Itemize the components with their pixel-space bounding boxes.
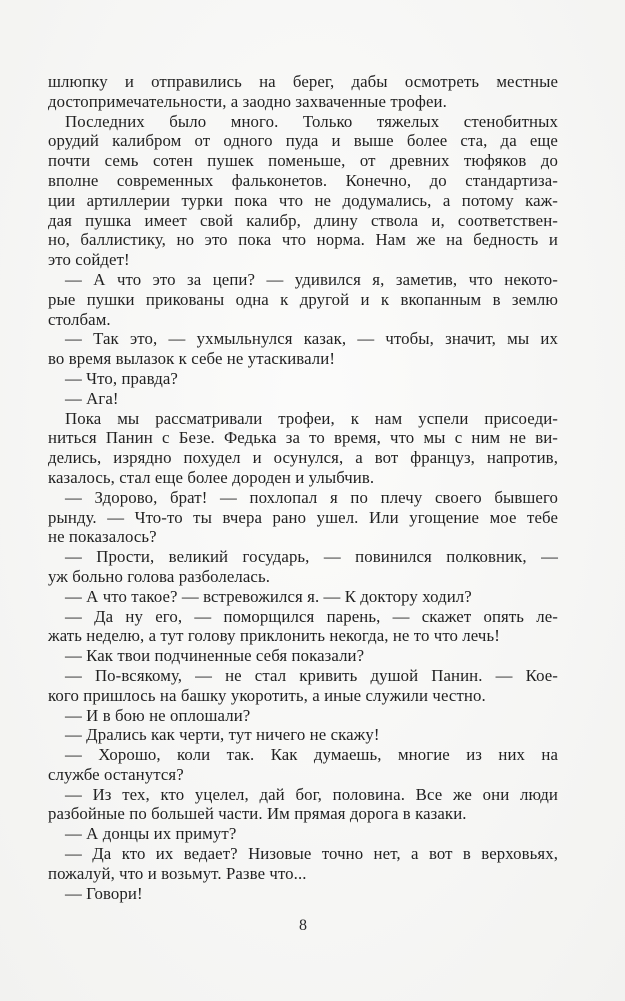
text-line: — Прости, великий государь, — повинился полковник, — bbox=[65, 547, 558, 567]
paragraph bbox=[48, 706, 558, 726]
text-line: — По-всякому, — не стал кривить душой Панин. — Кое- bbox=[65, 665, 558, 685]
text-line: — А что такое? — встревожился я. — К доктору ходил? bbox=[65, 586, 472, 606]
paragraph bbox=[48, 844, 558, 884]
text-line: — Из тех, кто уцелел, дай бог, половина. Все же они люди bbox=[65, 784, 558, 804]
text-line: пожалуй, что и возьмут. Разве что... bbox=[48, 863, 307, 883]
paragraph bbox=[48, 587, 558, 607]
text-line: разбойные по большей части. Им прямая дорога в казаки. bbox=[48, 804, 467, 824]
text-line: — Говори! bbox=[65, 883, 143, 903]
text-line: — А что это за цепи? — удивился я, заметив, что некото- bbox=[65, 269, 558, 289]
text-line: — Так это, — ухмыльнулся казак, — чтобы, значит, мы их bbox=[65, 329, 558, 349]
text-line: службе останутся? bbox=[48, 764, 184, 784]
text-line: уж больно голова разболелась. bbox=[48, 566, 271, 586]
paragraph bbox=[48, 745, 558, 785]
paragraph bbox=[48, 488, 558, 547]
text-line: казалось, стал еще более дороден и улыбчив. bbox=[48, 467, 375, 487]
text-line: но, баллистику, но это пока что норма. Нам же на бедность и bbox=[48, 230, 558, 250]
paragraph bbox=[48, 369, 558, 389]
text-line: — Да кто их ведает? Низовые точно нет, а вот в верховьях, bbox=[65, 844, 558, 864]
paragraph bbox=[48, 112, 558, 270]
text-line: делись, изрядно похудел и осунулся, а вот француз, напротив, bbox=[48, 448, 558, 468]
paragraph bbox=[48, 547, 558, 587]
paragraph bbox=[48, 725, 558, 745]
page-text bbox=[48, 72, 558, 903]
paragraph bbox=[48, 409, 558, 488]
text-line: столбам. bbox=[48, 309, 111, 329]
text-line: — Как твои подчиненные себя показали? bbox=[65, 646, 365, 666]
paragraph bbox=[48, 785, 558, 825]
text-line: жать неделю, а тут голову приклонить некогда, не то что лечь! bbox=[48, 626, 500, 646]
text-line: Последних было много. Только тяжелых стенобитных bbox=[65, 111, 558, 131]
text-line: — И в бою не оплошали? bbox=[65, 705, 251, 725]
text-line: не показалось? bbox=[48, 527, 157, 547]
text-line: ниться Панин с Безе. Федька за то время, что мы с ним не ви- bbox=[48, 428, 558, 448]
text-line: — Ага! bbox=[65, 388, 119, 408]
text-line: — Хорошо, коли так. Как думаешь, многие из них на bbox=[65, 745, 558, 765]
paragraph bbox=[48, 824, 558, 844]
text-line: — Здорово, брат! — похлопал я по плечу своего бывшего bbox=[65, 487, 558, 507]
paragraph bbox=[48, 607, 558, 647]
text-line: орудий калибром от одного пуда и выше более ста, да еще bbox=[48, 131, 558, 151]
text-line: Пока мы рассматривали трофеи, к нам успели присоеди- bbox=[65, 408, 558, 428]
text-line: шлюпку и отправились на берег, дабы осмотреть местные bbox=[48, 72, 558, 91]
text-line: — А донцы их примут? bbox=[65, 824, 237, 844]
text-line: — Что, правда? bbox=[65, 368, 178, 388]
paragraph bbox=[48, 72, 558, 112]
text-line: почти семь сотен пушек поменьше, от древних тюфяков до bbox=[48, 151, 558, 171]
paragraph bbox=[48, 884, 558, 904]
paragraph bbox=[48, 270, 558, 329]
paragraph bbox=[48, 646, 558, 666]
text-line: дая пушка имеет свой калибр, длину ствола и, соответствен- bbox=[48, 210, 558, 230]
text-line: вполне современных фальконетов. Конечно, до стандартиза- bbox=[48, 170, 558, 190]
text-line: — Да ну его, — поморщился парень, — скажет опять ле- bbox=[65, 606, 558, 626]
text-line: во время вылазок к себе не утаскивали! bbox=[48, 349, 336, 369]
text-line: кого пришлось на башку укоротить, а иные служили честно. bbox=[48, 685, 486, 705]
text-line: — Дрались как черти, тут ничего не скажу! bbox=[65, 725, 380, 745]
text-line: это сойдет! bbox=[48, 250, 130, 270]
paragraph bbox=[48, 389, 558, 409]
page-number: 8 bbox=[299, 917, 307, 935]
text-line: рые пушки прикованы одна к другой и к вкопанным в землю bbox=[48, 289, 558, 309]
text-line: достопримечательности, а заодно захваченные трофеи. bbox=[48, 91, 447, 111]
paragraph bbox=[48, 329, 558, 369]
text-line: ции артиллерии турки пока что не додумались, а потому каж- bbox=[48, 190, 558, 210]
text-line: рынду. — Что-то ты вчера рано ушел. Или угощение мое тебе bbox=[48, 507, 558, 527]
paragraph bbox=[48, 666, 558, 706]
